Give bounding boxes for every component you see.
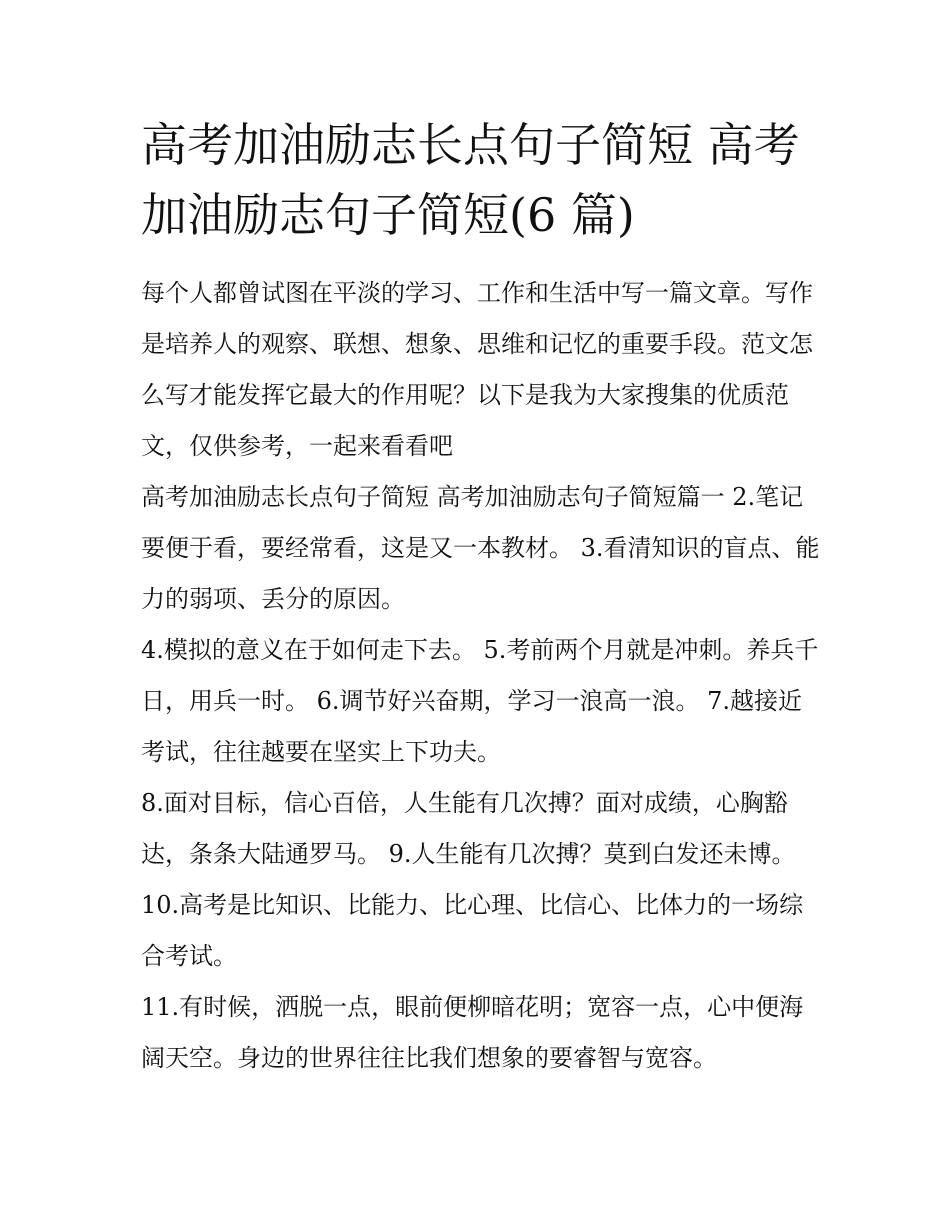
intro-paragraph: 每个人都曾试图在平淡的学习、工作和生活中写一篇文章。写作是培养人的观察、联想、想象、思维和记忆的重要手段。范文怎么写才能发挥它最大的作用呢？以下是我为大家搜集的优质范文，仅供参考，一起来看看吧 — [141, 279, 813, 460]
body-paragraph: 10.高考是比知识、比能力、比心理、比信心、比体力的一场综合考试。 — [141, 891, 804, 970]
body-paragraph: 11.有时候，洒脱一点，眼前便柳暗花明；宽容一点，心中便海阔天空。身边的世界往往比我们想象的要睿智与宽容。 — [141, 993, 804, 1072]
body-paragraph: 8.面对目标，信心百倍，人生能有几次搏？面对成绩，心胸豁达，条条大陆通罗马。 9.人生能有几次搏？莫到白发还未博。 — [141, 789, 796, 868]
document-title: 高考加油励志长点句子简短 高考加油励志句子简短(6 篇) — [141, 118, 800, 242]
document-page — [141, 110, 821, 1084]
body-paragraph: 高考加油励志长点句子简短 高考加油励志句子简短篇一 2.笔记要便于看，要经常看，这是又一本教材。 3.看清知识的盲点、能力的弱项、丢分的原因。 — [141, 483, 820, 613]
body-paragraph: 4.模拟的意义在于如何走下去。 5.考前两个月就是冲刺。养兵千日，用兵一时。 6.调节好兴奋期，学习一浪高一浪。 7.越接近考试，往往越要在坚实上下功夫。 — [141, 636, 819, 766]
